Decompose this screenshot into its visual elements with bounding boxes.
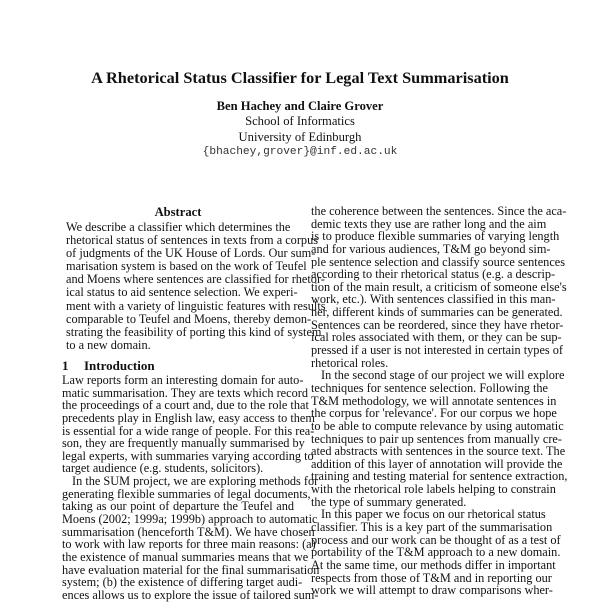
text-line: taking as our point of departure the Teufel and [62, 499, 294, 514]
text-line: summarisation (henceforth T&M). We have chosen [62, 524, 315, 539]
text-line: demic texts they use are rather long and the aim [311, 216, 547, 231]
text-line: ical status to aid sentence selection. We experi- [66, 285, 298, 300]
text-line: system; (b) the existence of differing target audi- [62, 575, 303, 590]
right-column-body [311, 204, 568, 598]
text-line: In this paper we focus on our rhetorical status [321, 507, 546, 522]
text-line: according to their rhetorical status (e.g. a descrip- [311, 267, 556, 282]
text-line: pressed if a user is not interested in certain types of [311, 343, 564, 358]
text-line: ated abstracts with sentences in the source text. The [311, 444, 566, 459]
text-line: tion of the main result, a criticism of someone else's [311, 279, 567, 294]
text-line: and for various audiences, T&M go beyond sim- [311, 241, 551, 256]
text-line: ner, different kinds of summaries can be generated. [311, 305, 563, 320]
text-line: the existence of manual summaries means that we [62, 549, 309, 564]
text-line: the corpus for 'relevance'. For our corpus we hope [311, 406, 557, 421]
text-line: marisation system is based on the work of Teufel [66, 259, 307, 274]
text-line: to be able to compute relevance by using automatic [311, 418, 564, 433]
text-line: ment with a variety of linguistic features with results [66, 298, 326, 313]
text-line: classifier. This is a key part of the summarisation [311, 520, 553, 535]
text-line: techniques to pair up sentences from manually cre- [311, 431, 562, 446]
text-line: ences allows us to explore the issue of tailored sum- [62, 587, 319, 602]
text-line: is to produce flexible summaries of varying length [311, 229, 560, 244]
text-line: addition of this layer of annotation will provide the [311, 456, 563, 471]
text-line: with the rhetorical role labels helping to constrain [311, 482, 556, 497]
text-line: strating the feasibility of porting this kind of system [66, 324, 322, 339]
section-title: Introduction [84, 358, 155, 373]
text-line: We describe a classifier which determines the [66, 220, 291, 234]
text-line: training and testing material for sentence extraction, [311, 469, 568, 484]
text-line: ical roles associated with them, or they can be sup- [311, 330, 562, 345]
text-line: In the SUM project, we are exploring methods for [72, 474, 319, 489]
text-line: generating flexible summaries of legal documents, [62, 486, 311, 501]
section-heading-introduction [62, 358, 155, 374]
text-line: and Moens where sentences are classified for rhetor- [66, 272, 325, 287]
text-line: of judgments of the UK House of Lords. Our sum- [66, 246, 316, 261]
text-line: matic summarisation. They are texts which record [62, 385, 308, 400]
author-university: University of Edinburgh [238, 130, 362, 144]
text-line: At the same time, our methods differ in important [311, 557, 556, 572]
text-line: Moens (2002; 1999a; 1999b) approach to automatic [62, 512, 318, 527]
text-line: legal experts, with summaries varying according to [62, 448, 314, 463]
text-line: the proceedings of a court and, due to the role that [62, 398, 309, 413]
text-line: son, they are frequently manually summarised by [62, 436, 305, 451]
text-line: comparable to Teufel and Moens, thereby demon- [66, 311, 312, 326]
text-line: precedents play in English law, easy access to them [62, 410, 315, 425]
text-line: is essential for a wide range of people. For this rea- [62, 423, 315, 438]
text-line: work, etc.). With sentences classified in this man- [311, 292, 556, 307]
section-number: 1 [62, 358, 69, 373]
introduction-body [62, 373, 320, 602]
text-line: target audience (e.g. students, solicitors). [62, 461, 264, 476]
abstract-body [66, 220, 326, 352]
abstract-heading: Abstract [154, 205, 202, 219]
text-line: the type of summary generated. [311, 494, 467, 509]
text-line: T&M methodology, we will annotate sentences in [311, 393, 557, 408]
text-line: rhetorical roles. [311, 355, 389, 370]
text-line: Sentences can be reordered, since they have rhetor- [311, 317, 564, 332]
text-line: Law reports form an interesting domain for auto- [62, 373, 304, 387]
text-line: to a new domain. [66, 337, 151, 352]
text-line: In the second stage of our project we will explore [321, 368, 565, 383]
text-line: process and our work can be thought of as a test of [311, 532, 561, 547]
text-line: the coherence between the sentences. Since the aca- [311, 204, 567, 218]
author-email: {bhachey,grover}@inf.ed.ac.uk [202, 146, 398, 158]
text-line: work we will attempt to draw comparisons wher- [311, 583, 553, 598]
author-affiliation: School of Informatics [245, 114, 355, 128]
text-line: ple sentence selection and classify source sentences [311, 254, 566, 269]
paper-title: A Rhetorical Status Classifier for Legal Text Summarisation [91, 68, 509, 87]
text-line: rhetorical status of sentences in texts from a corpus [66, 233, 319, 248]
text-line: portability of the T&M approach to a new domain. [311, 545, 561, 560]
author-names: Ben Hachey and Claire Grover [216, 99, 384, 113]
text-line: respects from those of T&M and in reporting our [311, 570, 552, 585]
text-line: techniques for sentence selection. Following the [311, 380, 548, 395]
text-line: have evaluation material for the final summarisation [62, 562, 320, 577]
text-line: to work with law reports for three main reasons: (a) [62, 537, 316, 552]
